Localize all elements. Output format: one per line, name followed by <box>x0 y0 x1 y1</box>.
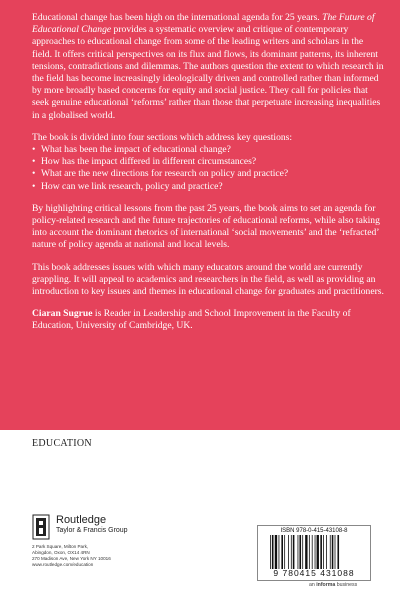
intro-lead: Educational change has been high on the international agenda for 25 years. <box>32 12 323 23</box>
intro-paragraph <box>32 12 384 122</box>
bullet-icon: • <box>32 144 36 156</box>
bullet-icon: • <box>32 156 36 168</box>
publisher-address <box>32 544 252 568</box>
publisher-group: Taylor & Francis Group <box>56 527 128 534</box>
informa-prefix: an <box>309 582 317 588</box>
isbn-label: ISBN 978-0-415-43108-8 <box>280 528 348 534</box>
address-line: 2 Park Square, Milton Park, <box>32 544 89 549</box>
bullet-icon: • <box>32 168 36 180</box>
address-line: 270 Madison Ave, New York NY 10016 <box>32 556 111 561</box>
address-line: Abingdon, Oxon, OX14 4RN <box>32 550 90 555</box>
question-text: What are the new directions for research on policy and practice? <box>41 168 289 180</box>
informa-brand: informa <box>316 582 336 588</box>
list-item <box>32 168 384 180</box>
informa-suffix: business <box>335 582 358 588</box>
publisher-name: Routledge <box>56 514 107 526</box>
author-bio-text: is Reader in Leadership and School Improvement in the Faculty of Education, University of Cambridge, UK. <box>32 308 351 332</box>
author-name: Ciaran Sugrue <box>32 308 93 320</box>
list-item <box>32 181 384 193</box>
question-text: How can we link research, policy and practice? <box>41 180 223 192</box>
question-text: What has been the impact of educational change? <box>41 144 231 156</box>
publisher-names <box>56 514 128 535</box>
book-title-italic: The Future of Educational Change <box>32 12 375 36</box>
routledge-logo-icon <box>32 514 50 540</box>
publisher-url: www.routledge.com/education <box>32 562 94 567</box>
key-questions-list <box>32 144 384 193</box>
informa-business-mark <box>309 582 357 588</box>
sections-paragraph: The book is divided into four sections which address key questions: <box>32 131 293 143</box>
publisher-logo-row <box>32 514 252 540</box>
barcode-digits: 9 780415 431088 <box>273 568 355 578</box>
barcode-icon <box>266 535 362 569</box>
intro-rest: provides a systematic overview and critique of contemporary approaches to educational change from some of the leading writers and scholars in the field. It offers critical perspectives on its flux and flows, its dominant patterns, its inherent tensions, contradictions and dilemmas. The authors question the extent to which research in the field has become increasingly ideologically driven and controlled rather than informed by more broadly based concerns for equity and social justice. They call for policies that seek genuine educational ‘reforms’ rather than those that perpetuate increasing inequalities in a globalised world. <box>32 24 384 121</box>
book-description <box>32 12 384 343</box>
audience-paragraph: This book addresses issues with which many educators around the world are currently grappling. It will appeal to academics and researchers in the field, as well as providing an introduction to key issues and themes in educational change for graduates and practitioners. <box>32 261 384 298</box>
question-text: How has the impact differed in different circumstances? <box>41 156 257 168</box>
subject-category: EDUCATION <box>32 438 92 449</box>
agenda-paragraph: By highlighting critical lessons from the past 25 years, the book aims to set an agenda for policy-related research and the future trajectories of educational reforms, while also taking into account the dominant rhetorics of international ‘social movements’ and the ‘refracted’ nature of policy agenda at national and local levels. <box>32 202 380 251</box>
bullet-icon: • <box>32 180 36 192</box>
publisher-block <box>32 514 252 568</box>
list-item <box>32 156 384 168</box>
list-item <box>32 144 384 156</box>
isbn-barcode-block <box>257 525 371 581</box>
author-bio <box>32 308 384 332</box>
